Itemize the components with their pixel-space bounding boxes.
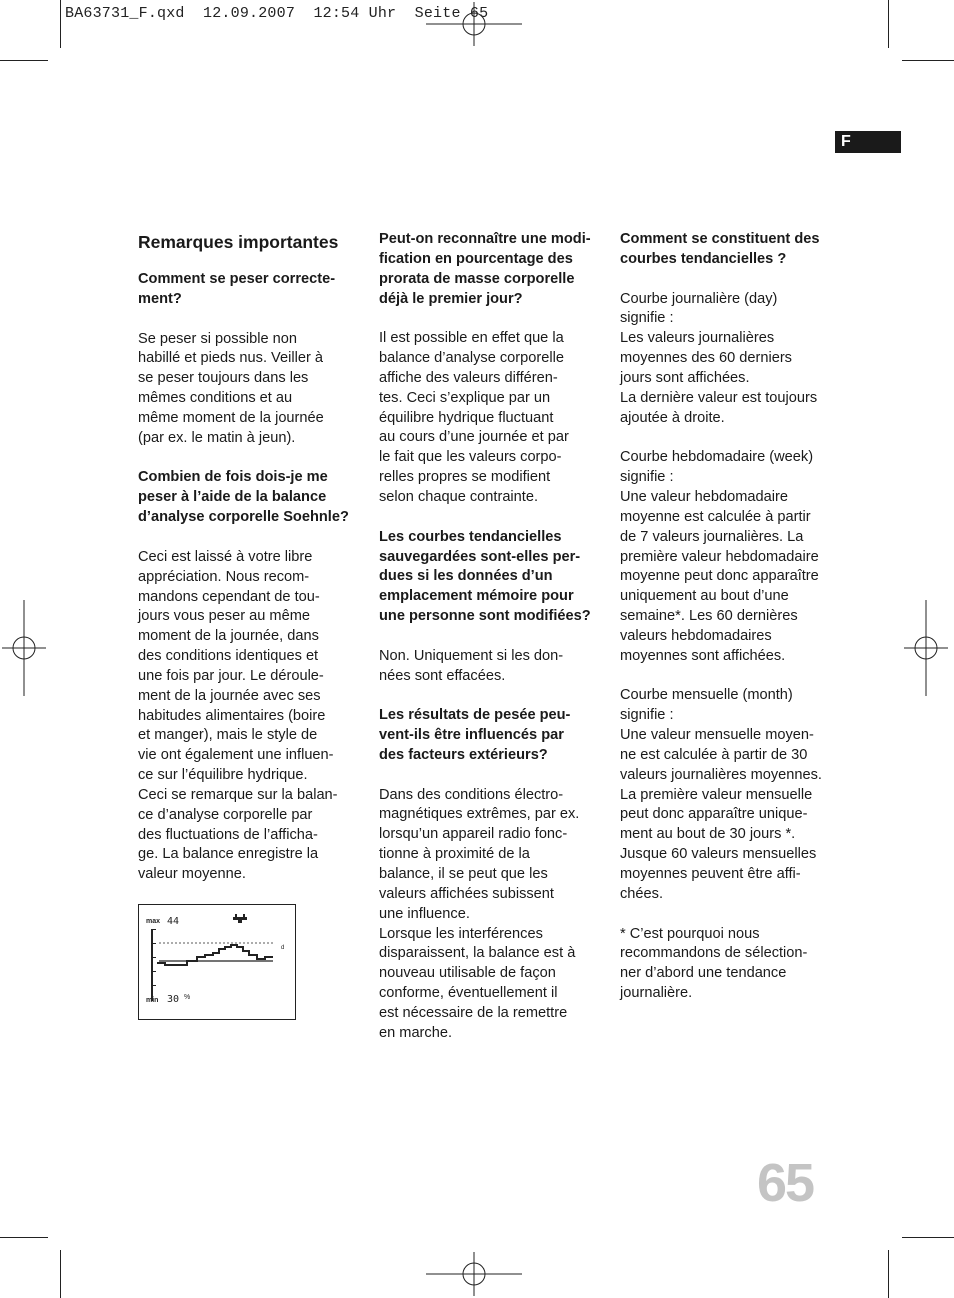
text-line: une fois par jour. Le déroule- [138, 667, 324, 684]
text-line: jours vous peser au même [138, 608, 310, 625]
text-line: relles propres se modifient [379, 469, 551, 486]
crop-mark [888, 1250, 889, 1298]
question-heading [379, 528, 601, 627]
lcd-trend-graph [139, 905, 295, 1019]
registration-mark-left [0, 600, 48, 696]
section-heading: Remarques importantes [138, 232, 339, 252]
column-2 [379, 230, 601, 1044]
text-line: des facteurs extérieurs? [379, 746, 548, 763]
text-line: le fait que les valeurs corpo- [379, 449, 562, 466]
registration-mark-right [902, 600, 950, 696]
trend-curve [157, 945, 273, 965]
column-3-blocks [620, 230, 842, 1004]
text-line: peser à l’aide de la balance [138, 489, 327, 506]
paragraph [379, 786, 601, 1044]
column-2-blocks [379, 230, 601, 1044]
text-line: (par ex. le matin à jeun). [138, 429, 296, 446]
text-line: et manger), mais le style de [138, 727, 318, 744]
text-line: une influence. [379, 905, 470, 922]
y-axis [151, 929, 156, 1001]
text-line: première valeur hebdomadaire [620, 548, 819, 565]
text-line: ne est calculée à partir de 30 [620, 746, 808, 763]
trend-display-illustration [138, 904, 296, 1020]
text-line: tes. Ceci s’explique par un [379, 389, 551, 406]
question-heading [620, 230, 842, 270]
text-line: habitudes alimentaires (boire [138, 707, 326, 724]
max-value: 44 [167, 916, 180, 927]
text-line: moyennes des 60 derniers [620, 350, 792, 367]
text-line: moyennes peuvent être affi- [620, 866, 801, 882]
registration-mark-bottom [426, 1250, 522, 1298]
text-line: emplacement mémoire pour [379, 588, 574, 605]
max-label: max [146, 918, 161, 925]
text-line: moment de la journée, dans [138, 628, 319, 645]
min-value: 30 [167, 994, 180, 1005]
text-line: valeurs hebdomadaires [620, 627, 772, 644]
text-line: sauvegardées sont-elles per- [379, 548, 581, 565]
text-line: habillé et pieds nus. Veiller à [138, 350, 323, 367]
text-line: nées sont effacées. [379, 667, 506, 684]
text-line: Combien de fois dois-je me [138, 469, 328, 486]
text-line: Les courbes tendancielles [379, 528, 562, 545]
text-line: ment? [138, 290, 182, 307]
text-line: Dans des conditions électro- [379, 786, 564, 803]
text-line: signifie : [620, 310, 674, 327]
text-line: Les résultats de pesée peu- [379, 707, 571, 724]
column-1 [138, 230, 358, 885]
text-line: Non. Uniquement si les don- [379, 647, 564, 664]
min-label: min [146, 997, 159, 1004]
text-line: balance d’analyse corporelle [379, 350, 564, 367]
text-line: dues si les données d’un [379, 568, 553, 585]
question-heading [138, 468, 358, 528]
text-line: courbes tendancielles ? [620, 250, 787, 267]
question-heading [379, 706, 601, 766]
paragraph [620, 925, 842, 1004]
text-line: ajoutée à droite. [620, 409, 725, 426]
text-line: prorata de masse corporelle [379, 270, 575, 287]
paragraph [138, 548, 358, 885]
text-line: chées. [620, 885, 663, 902]
text-line: fication en pourcentage des [379, 250, 573, 267]
text-line: en marche. [379, 1024, 453, 1041]
text-line: Une valeur mensuelle moyen- [620, 727, 814, 744]
text-line: Courbe journalière (day) [620, 290, 778, 307]
text-line: Une valeur hebdomadaire [620, 488, 788, 505]
text-line: recommandons de sélection- [620, 945, 808, 962]
paragraph [620, 686, 842, 904]
crop-mark [0, 60, 48, 61]
text-line: semaine*. Les 60 dernières [620, 608, 798, 625]
print-slug: BA63731_F.qxd 12.09.2007 12:54 Uhr Seite 65 [65, 5, 489, 22]
paragraph [138, 330, 358, 449]
text-line: La dernière valeur est toujours [620, 389, 818, 406]
crop-mark [902, 1237, 954, 1238]
text-line: vie ont également une influen- [138, 747, 334, 764]
paragraph [379, 647, 601, 687]
text-line: Se peser si possible non [138, 330, 298, 347]
text-line: se peser toujours dans les [138, 370, 309, 387]
text-line: des fluctuations de l’afficha- [138, 826, 318, 843]
text-line: lorsqu’un appareil radio fonc- [379, 826, 568, 843]
text-line: déjà le premier jour? [379, 290, 523, 307]
text-line: ce d’analyse corporelle par [138, 806, 313, 823]
text-line: mandons cependant de tou- [138, 588, 320, 605]
text-line: une personne sont modifiées? [379, 608, 591, 625]
crop-mark [888, 0, 889, 48]
text-line: des conditions identiques et [138, 648, 319, 665]
scale-icon [233, 914, 247, 923]
text-line: au cours d’une journée et par [379, 429, 569, 446]
text-line: ge. La balance enregistre la [138, 846, 319, 863]
text-line: Courbe mensuelle (month) [620, 687, 793, 704]
period-label: d [281, 945, 285, 951]
text-line: nouveau utilisable de façon [379, 965, 556, 982]
question-heading [138, 270, 358, 310]
text-line: Peut-on reconnaître une modi- [379, 231, 591, 247]
paragraph [620, 448, 842, 666]
text-line: Ceci est laissé à votre libre [138, 548, 313, 565]
text-line: mêmes conditions et au [138, 390, 293, 407]
text-line: de 7 valeurs journalières. La [620, 528, 804, 545]
text-line: équilibre hydrique fluctuant [379, 409, 554, 426]
text-line: ner d’abord une tendance [620, 965, 787, 982]
paragraph [620, 290, 842, 429]
text-line: est nécessaire de la remettre [379, 1004, 568, 1021]
registration-mark-top [426, 0, 522, 48]
text-line: selon chaque contrainte. [379, 488, 539, 505]
text-line: affiche des valeurs différen- [379, 369, 558, 386]
text-line: Ceci se remarque sur la balan- [138, 786, 338, 803]
text-line: tionne à proximité de la [379, 846, 530, 863]
paragraph [379, 329, 601, 508]
text-line: Lorsque les interférences [379, 925, 543, 942]
text-line: * C’est pourquoi nous [620, 925, 760, 942]
text-line: ment de la journée avec ses [138, 687, 321, 704]
page-number: 65 [757, 1153, 814, 1213]
unit-label: % [184, 994, 191, 1001]
text-line: Comment se peser correcte- [138, 271, 336, 287]
text-line: journalière. [620, 985, 693, 1002]
crop-mark [902, 60, 954, 61]
text-line: valeur moyenne. [138, 866, 246, 883]
text-line: Les valeurs journalières [620, 330, 775, 347]
text-line: ce sur l’équilibre hydrique. [138, 767, 308, 784]
text-line: Comment se constituent des [620, 231, 820, 247]
column-3 [620, 230, 842, 1004]
crop-mark [0, 1237, 48, 1238]
text-line: balance, il se peut que les [379, 866, 548, 882]
question-heading [379, 230, 601, 309]
text-line: peut donc apparaître unique- [620, 806, 808, 823]
text-line: jours sont affichées. [620, 369, 750, 386]
column-1-blocks [138, 270, 358, 885]
text-line: d’analyse corporelle Soehnle? [138, 509, 349, 526]
text-line: Jusque 60 valeurs mensuelles [620, 846, 817, 863]
text-line: appréciation. Nous recom- [138, 568, 310, 585]
text-line: moyenne est calculée à partir [620, 508, 811, 525]
language-tab: F [835, 131, 901, 153]
text-line: signifie : [620, 469, 674, 486]
text-line: magnétiques extrêmes, par ex. [379, 806, 580, 823]
text-line: signifie : [620, 707, 674, 724]
text-line: ment au bout de 30 jours *. [620, 826, 796, 843]
text-line: moyennes sont affichées. [620, 647, 786, 664]
text-line: uniquement au bout d’une [620, 588, 789, 605]
text-line: Courbe hebdomadaire (week) [620, 449, 814, 466]
text-line: valeurs affichées subissent [379, 885, 554, 902]
text-line: moyenne peut donc apparaître [620, 568, 819, 585]
text-line: conforme, éventuellement il [379, 985, 558, 1002]
text-line: La première valeur mensuelle [620, 786, 813, 803]
text-line: Il est possible en effet que la [379, 330, 564, 347]
text-line: même moment de la journée [138, 409, 324, 426]
text-line: valeurs journalières moyennes. [620, 766, 822, 783]
crop-mark [60, 1250, 61, 1298]
text-line: vent-ils être influencés par [379, 727, 564, 744]
crop-mark [60, 0, 61, 48]
text-line: disparaissent, la balance est à [379, 945, 576, 962]
